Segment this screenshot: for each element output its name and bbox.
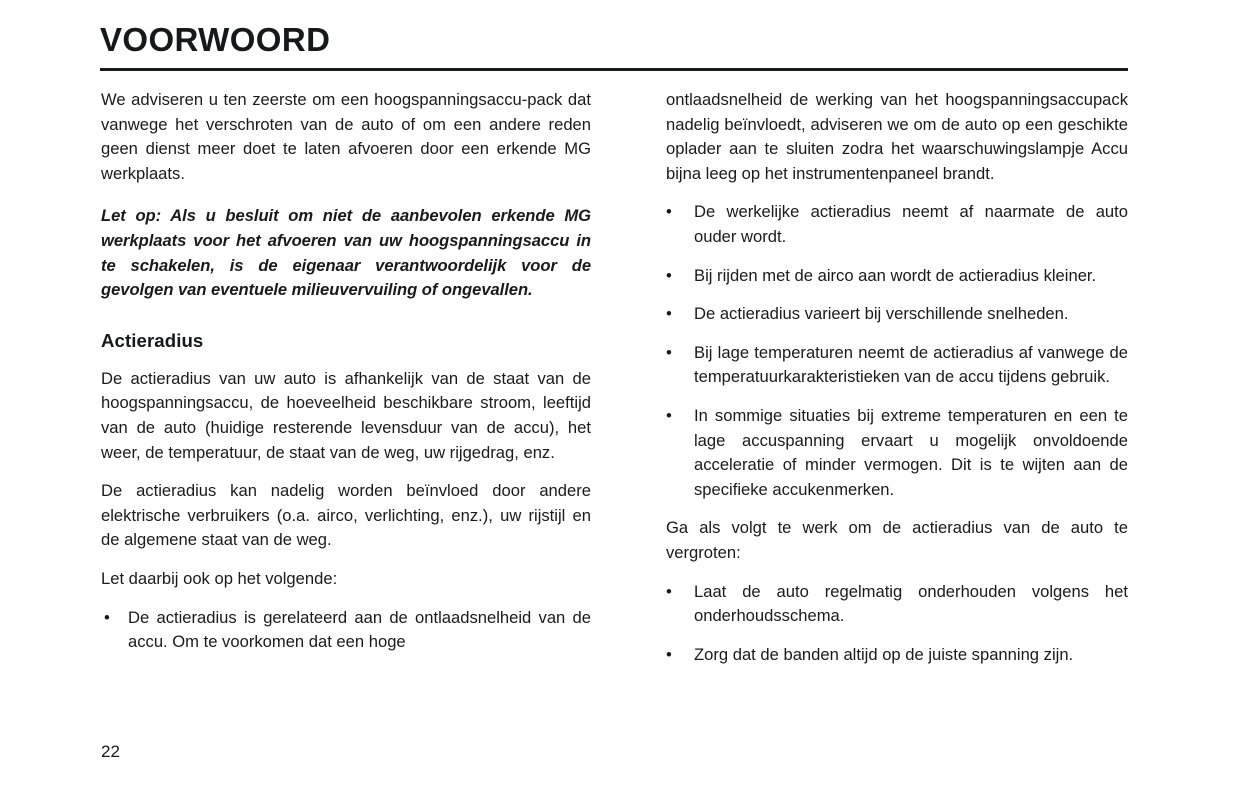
list-item-text: Zorg dat de banden altijd op de juiste spanning zijn. bbox=[694, 644, 1074, 664]
right-bullet-list-tips bbox=[666, 580, 1128, 668]
body-columns bbox=[101, 88, 1128, 681]
list-item-text: De actieradius is gerelateerd aan de ontlaadsnelheid van de accu. Om te voorkomen dat een hoge bbox=[128, 607, 591, 652]
list-item bbox=[666, 264, 1128, 289]
right-bullet-list-factors bbox=[666, 200, 1128, 502]
list-item bbox=[666, 341, 1128, 390]
section-heading-actieradius: Actieradius bbox=[101, 329, 204, 351]
bullet-icon: • bbox=[666, 265, 672, 285]
paragraph-range-factors: De actieradius van uw auto is afhankelijk van de staat van de hoogspanningsaccu, de hoeveelheid beschikbare stroom, leeftijd van de auto (huidige resterende levensduur van de accu), het weer, de temperatuur, de staat van de weg, uw rijgedrag, enz. bbox=[101, 368, 591, 462]
list-item-text: Laat de auto regelmatig onderhouden volgens het onderhoudsschema. bbox=[694, 581, 1128, 626]
right-column bbox=[666, 88, 1128, 681]
bullet-icon: • bbox=[666, 581, 672, 601]
paragraph-disposal-advice: We adviseren u ten zeerste om een hoogspanningsaccu-pack dat vanwege het verschroten van de auto of om een andere reden geen dienst meer doet te laten afvoeren door een erkende MG werkplaats. bbox=[101, 90, 591, 183]
list-item-text: Bij rijden met de airco aan wordt de actieradius kleiner. bbox=[694, 265, 1097, 285]
bullet-icon: • bbox=[666, 304, 672, 324]
list-item bbox=[666, 200, 1128, 249]
list-item-text: De werkelijke actieradius neemt af naarmate de auto ouder wordt. bbox=[694, 202, 1128, 246]
list-item bbox=[101, 606, 591, 655]
left-bullet-list bbox=[101, 606, 591, 655]
paragraph-continued-charging: ontlaadsnelheid de werking van het hoogspanningsaccupack nadelig beïnvloedt, adviseren we om de auto op een geschikte oplader aan te sluiten zodra het waarschuwingslampje Accu bijna leeg op het instrumentenpaneel brandt. bbox=[666, 90, 1128, 183]
list-item bbox=[666, 404, 1128, 502]
left-column bbox=[101, 88, 591, 681]
list-item bbox=[666, 580, 1128, 629]
list-item-text: Bij lage temperaturen neemt de actieradius af vanwege de temperatuurkarakteristieken van de accu tijdens gebruik. bbox=[694, 342, 1128, 387]
bullet-icon: • bbox=[666, 342, 672, 362]
title-divider bbox=[100, 68, 1128, 71]
note-liability: Let op: Als u besluit om niet de aanbevolen erkende MG werkplaats voor het afvoeren van uw hoogspanningsaccu in te schakelen, is de eigenaar verantwoordelijk voor de gevolgen van eventuele milieuvervuiling of ongevallen. bbox=[101, 206, 591, 300]
page-title: VOORWOORD bbox=[100, 21, 331, 58]
list-item-text: In sommige situaties bij extreme temperaturen en een te lage accuspanning ervaart u mogelijk onvoldoende acceleratie of minder vermogen. Dit is te wijten aan de specifieke accukenmerken. bbox=[694, 405, 1128, 499]
bullet-icon: • bbox=[666, 644, 672, 664]
list-item-text: De actieradius varieert bij verschillende snelheden. bbox=[694, 304, 1069, 324]
list-item bbox=[666, 643, 1128, 668]
list-item bbox=[666, 302, 1128, 327]
bullet-icon: • bbox=[104, 607, 110, 627]
paragraph-range-consumers: De actieradius kan nadelig worden beïnvloed door andere elektrische verbruikers (o.a. airco, verlichting, enz.), uw rijstijl en de algemene staat van de weg. bbox=[101, 481, 591, 550]
paragraph-range-improvement-intro: Ga als volgt te werk om de actieradius van de auto te vergroten: bbox=[666, 518, 1128, 562]
paragraph-list-intro: Let daarbij ook op het volgende: bbox=[101, 568, 338, 588]
bullet-icon: • bbox=[666, 202, 672, 222]
page-number: 22 bbox=[101, 742, 120, 761]
bullet-icon: • bbox=[666, 405, 672, 425]
page-header bbox=[100, 22, 1128, 71]
